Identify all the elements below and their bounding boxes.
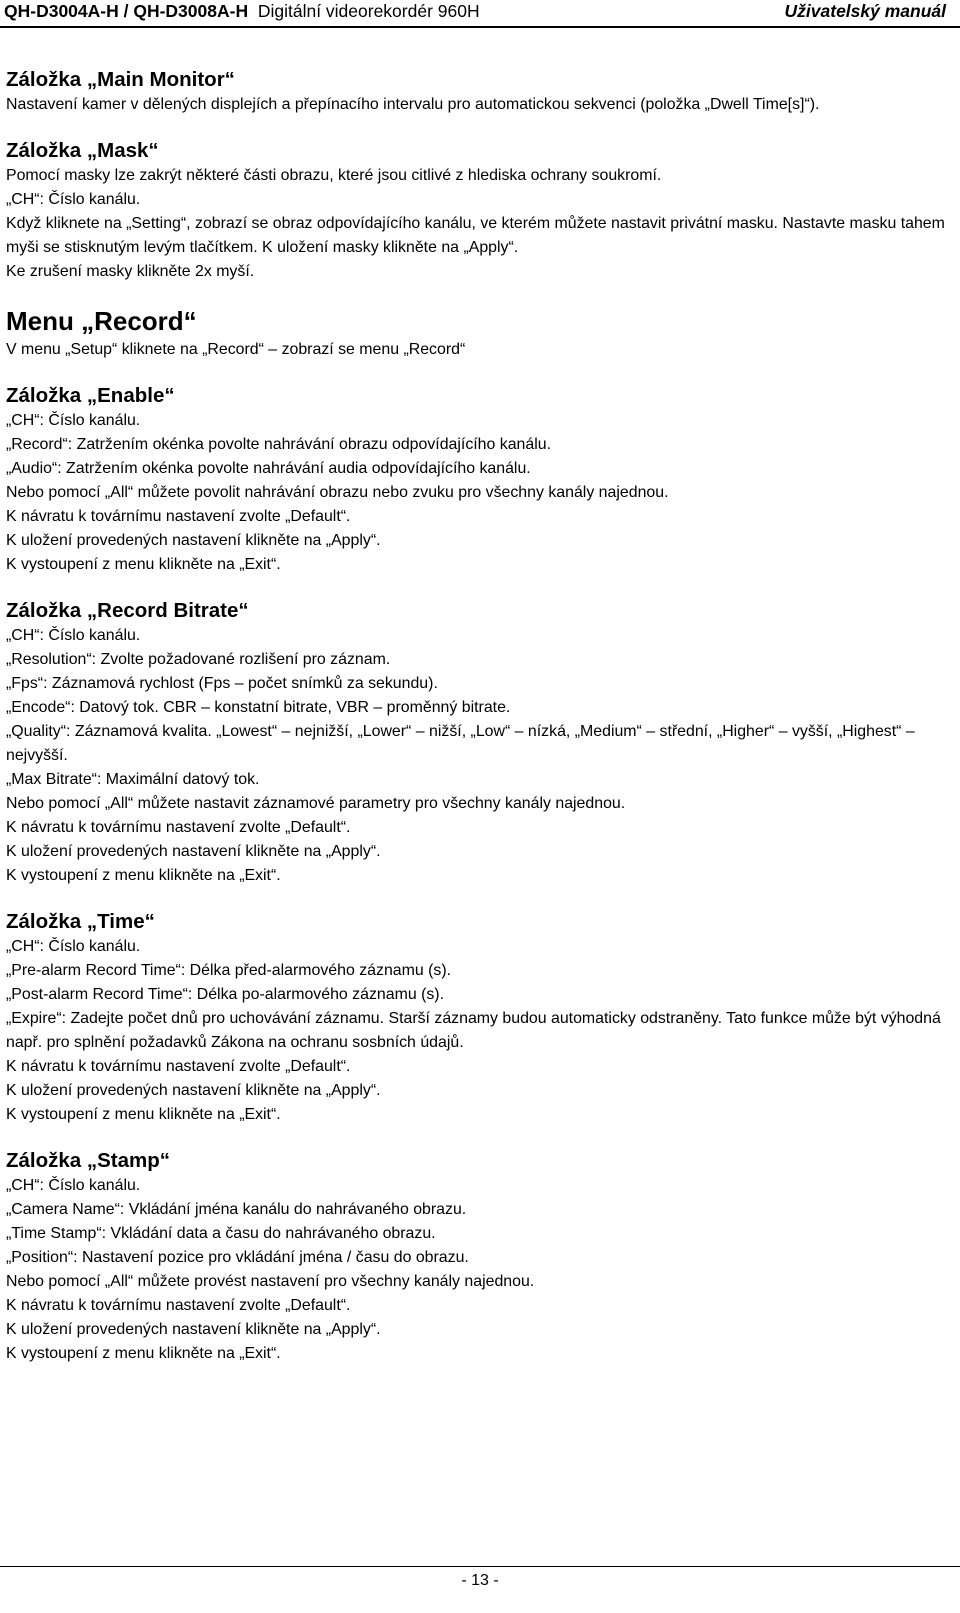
paragraph: „CH“: Číslo kanálu. — [6, 627, 141, 644]
paragraph: K uložení provedených nastavení klikněte na „Apply“. — [6, 1321, 381, 1338]
paragraph: K návratu k továrnímu nastavení zvolte „Default“. — [6, 508, 351, 525]
paragraph: „Audio“: Zatržením okénka povolte nahrávání audia odpovídajícího kanálu. — [6, 460, 531, 477]
paragraph: Nebo pomocí „All“ můžete povolit nahrávání obrazu nebo zvuku pro všechny kanály najednou. — [6, 484, 669, 501]
paragraph: „Post-alarm Record Time“: Délka po-alarmového záznamu (s). — [6, 986, 445, 1003]
paragraph: K návratu k továrnímu nastavení zvolte „Default“. — [6, 819, 351, 836]
paragraph: V menu „Setup“ kliknete na „Record“ – zobrazí se menu „Record“ — [6, 341, 466, 358]
header-model: QH-D3004A-H / QH-D3008A-H — [4, 1, 249, 21]
section-record-bitrate — [6, 597, 950, 888]
paragraph: „Resolution“: Zvolte požadované rozlišení pro záznam. — [6, 651, 391, 668]
section-time — [6, 908, 950, 1127]
section-title: Záložka „Main Monitor“ — [6, 68, 235, 91]
paragraph: „Pre-alarm Record Time“: Délka před-alarmového záznamu (s). — [6, 962, 452, 979]
paragraph: „CH“: Číslo kanálu. — [6, 412, 141, 429]
paragraph: „Record“: Zatržením okénka povolte nahrávání obrazu odpovídajícího kanálu. — [6, 436, 552, 453]
paragraph: K uložení provedených nastavení klikněte na „Apply“. — [6, 532, 381, 549]
header-manual: Uživatelský manuál — [784, 1, 946, 21]
paragraph: Pomocí masky lze zakrýt některé části obrazu, které jsou citlivé z hlediska ochrany soukromí. — [6, 167, 662, 184]
paragraph: Nastavení kamer v dělených displejích a přepínacího intervalu pro automatickou sekvenci (položka „Dwell Time[s]“). — [6, 96, 820, 113]
paragraph: Nebo pomocí „All“ můžete nastavit záznamové parametry pro všechny kanály najednou. — [6, 795, 626, 812]
section-title: Záložka „Enable“ — [6, 384, 175, 407]
paragraph: „Max Bitrate“: Maximální datový tok. — [6, 771, 260, 788]
paragraph: Když kliknete na „Setting“, zobrazí se obraz odpovídajícího kanálu, ve kterém můžete nastavit privátní masku. Nastavte masku tahem myši se stisknutým levým tlačítkem. K uložení masky klikněte na „Apply“. — [6, 215, 945, 256]
paragraph: K vystoupení z menu klikněte na „Exit“. — [6, 867, 281, 884]
paragraph: „Quality“: Záznamová kvalita. „Lowest“ – nejnižší, „Lower“ – nižší, „Low“ – nízká, „Medium“ – střední, „Higher“ – vyšší, „Highest“ – nejvyšší. — [6, 723, 915, 764]
section-title: Záložka „Record Bitrate“ — [6, 599, 249, 622]
section-menu-record — [6, 304, 950, 362]
paragraph: „Camera Name“: Vkládání jména kanálu do nahrávaného obrazu. — [6, 1201, 467, 1218]
footer-divider — [0, 1566, 960, 1567]
section-enable — [6, 382, 950, 577]
paragraph: K vystoupení z menu klikněte na „Exit“. — [6, 556, 281, 573]
section-main-monitor — [6, 66, 950, 117]
paragraph: K vystoupení z menu klikněte na „Exit“. — [6, 1345, 281, 1362]
section-mask — [6, 137, 950, 284]
paragraph: K uložení provedených nastavení klikněte na „Apply“. — [6, 843, 381, 860]
paragraph: „CH“: Číslo kanálu. — [6, 1177, 141, 1194]
paragraph: K návratu k továrnímu nastavení zvolte „Default“. — [6, 1297, 351, 1314]
page-content — [6, 66, 950, 1366]
paragraph: „Expire“: Zadejte počet dnů pro uchovávání záznamu. Starší záznamy budou automaticky odstraněny. Tato funkce může být výhodná např. pro splnění požadavků Zákona na ochranu sosbních údajů. — [6, 1010, 941, 1051]
header-subtitle: Digitální videorekordér 960H — [257, 1, 480, 21]
paragraph: K návratu k továrnímu nastavení zvolte „Default“. — [6, 1058, 351, 1075]
paragraph: „Fps“: Záznamová rychlost (Fps – počet snímků za sekundu). — [6, 675, 438, 692]
paragraph: Nebo pomocí „All“ můžete provést nastavení pro všechny kanály najednou. — [6, 1273, 535, 1290]
menu-title: Menu „Record“ — [6, 306, 197, 336]
section-stamp — [6, 1147, 950, 1366]
paragraph: „Position“: Nastavení pozice pro vkládání jména / času do obrazu. — [6, 1249, 469, 1266]
paragraph: Ke zrušení masky klikněte 2x myší. — [6, 263, 255, 280]
paragraph: „CH“: Číslo kanálu. — [6, 191, 141, 208]
paragraph: „Encode“: Datový tok. CBR – konstatní bitrate, VBR – proměnný bitrate. — [6, 699, 511, 716]
paragraph: „Time Stamp“: Vkládání data a času do nahrávaného obrazu. — [6, 1225, 436, 1242]
header-title — [4, 0, 480, 22]
section-title: Záložka „Time“ — [6, 910, 155, 933]
paragraph: K uložení provedených nastavení klikněte na „Apply“. — [6, 1082, 381, 1099]
paragraph: „CH“: Číslo kanálu. — [6, 938, 141, 955]
paragraph: K vystoupení z menu klikněte na „Exit“. — [6, 1106, 281, 1123]
section-title: Záložka „Stamp“ — [6, 1149, 171, 1172]
section-title: Záložka „Mask“ — [6, 139, 159, 162]
page-header — [0, 0, 960, 28]
page-number: - 13 - — [461, 1572, 499, 1589]
